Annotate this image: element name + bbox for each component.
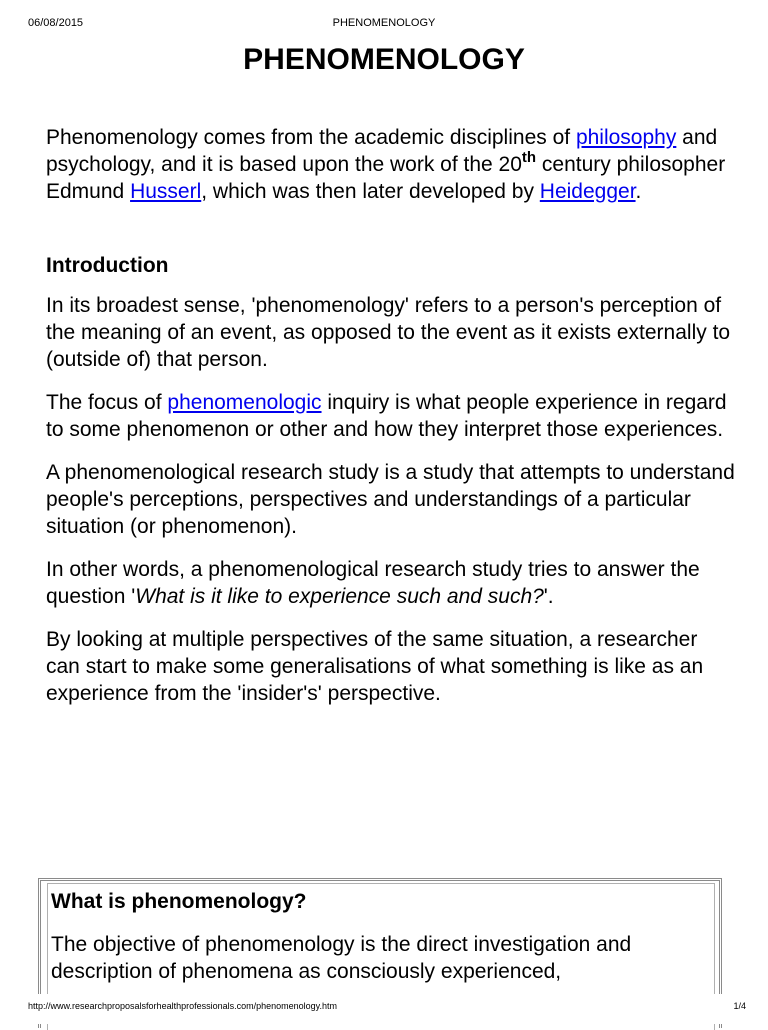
print-date: 06/08/2015	[28, 17, 84, 29]
intro-text-5: .	[635, 180, 642, 203]
print-footer	[0, 994, 768, 1024]
superscript-th: th	[521, 149, 537, 166]
introduction-paragraph-5: By looking at multiple perspectives of the same situation, a researcher can start to make some generalisations of what something is like as an experience from the 'insider's' perspective.	[46, 628, 704, 705]
print-page-number: 1/4	[733, 1001, 746, 1011]
husserl-link[interactable]: Husserl	[130, 180, 202, 203]
intro-text-2: and psychology, and it is based upon the work of the 20	[46, 126, 718, 176]
philosophy-link[interactable]: philosophy	[575, 126, 677, 149]
introduction-paragraph-2	[46, 389, 736, 443]
definition-box-heading: What is phenomenology?	[51, 890, 307, 913]
introduction-heading: Introduction	[46, 254, 169, 277]
print-footer-url: http://www.researchproposalsforhealthprofessionals.com/phenomenology.htm	[28, 1001, 337, 1011]
introduction-paragraph-4	[46, 556, 736, 610]
phenomenologic-link[interactable]: phenomenologic	[167, 391, 322, 414]
print-header-title: PHENOMENOLOGY	[332, 17, 436, 29]
intro-text-4: , which was then later developed by	[201, 180, 540, 203]
definition-box-text: The objective of phenomenology is the direct investigation and description of phenomena as consciously experienced,	[51, 933, 632, 983]
heidegger-link[interactable]: Heidegger	[539, 180, 636, 203]
intro-text-1: Phenomenology comes from the academic disciplines of	[46, 126, 576, 149]
intro-paragraph	[46, 124, 736, 205]
introduction-paragraph-3: A phenomenological research study is a study that attempts to understand people's perceptions, perspectives and understandings of a particular situation (or phenomenon).	[46, 461, 735, 538]
p4-text-2: '.	[543, 585, 554, 608]
intro-text-3: century philosopher Edmund	[46, 153, 726, 203]
p4-text-1: In other words, a phenomenological research study tries to answer the question '	[46, 558, 700, 608]
page-title: PHENOMENOLOGY	[243, 43, 525, 76]
p4-italic-question: What is it like to experience such and such?	[135, 585, 544, 608]
p2-text-2: inquiry is what people experience in regard to some phenomenon or other and how they interpret those experiences.	[46, 391, 727, 441]
print-header	[0, 16, 768, 30]
article-body	[46, 124, 736, 707]
p2-text-1: The focus of	[46, 391, 168, 414]
introduction-paragraph-1: In its broadest sense, 'phenomenology' refers to a person's perception of the meaning of an event, as opposed to the event as it exists externally to (outside of) that person.	[46, 294, 731, 371]
